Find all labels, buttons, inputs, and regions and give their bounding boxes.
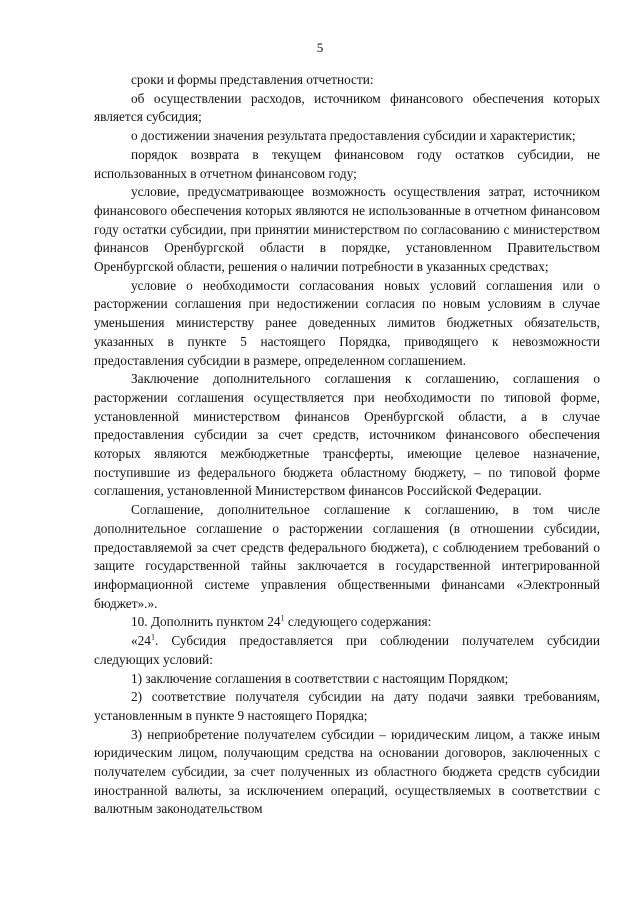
paragraph-result-report: о достижении значения результата предоставления субсидии и характеристик; [131,128,576,144]
condition-item-1: 1) заключение соглашения в соответствии с настоящим Порядком; [131,670,509,686]
paragraph-new-conditions: условие о необходимости согласования новых условий соглашения или о расторжении соглашения при недостижении согласия по новым условиям в случае уменьшения министерству ранее доведенных лимитов бюджетных обязательств, указанных в пункте 5 настоящего Порядка, приводящего к невозможности предоставления субсидии в размере, определенном соглашением. [94,277,600,368]
paragraph-additional-agreement: Заключение дополнительного соглашения к соглашению, соглашения о расторжении соглашения осуществляется при необходимости по типовой форме, установленной министерством финансов Оренбургской области, а в случае предоставления субсидии за счет средств, источником финансового обеспечения которых являются межбюджетные трансферты, имеющие целевое назначение, поступившие из федерального бюджета областному бюджету, – по типовой форме соглашения, установленной Министерством финансов Российской Федерации. [94,371,600,499]
item-10-superscript: 1 [280,613,285,623]
item-24-1-superscript: 1 [150,632,155,642]
condition-item-3: 3) неприобретение получателем субсидии – юридическим лицом, а также иным юридическим лицом, получающим средства на основании договоров, заключенных с получателем субсидии, за счет полученных из областного бюджета средств субсидии иностранной валюты, за исключением операций, осуществляемых в соответствии с валютным законодательством [94,726,600,817]
paragraph-unused-balances: условие, предусматривающее возможность осуществления затрат, источником финансового обеспечения которых являются не использованные в отчетном финансовом году остатки субсидии, при принятии министерством по согласованию с министерством финансов Оренбургской области в порядке, установленном Правительством Оренбургской области, решения о наличии потребности в указанных средствах; [94,184,600,275]
item-10-text: 10. Дополнить пунктом 24 [131,614,281,630]
item-10-text-end: следующего содержания: [284,614,432,630]
paragraph-electronic-budget: Соглашение, дополнительное соглашение к соглашению, в том числе дополнительное соглашение о расторжении соглашения (в отношении субсидии, предоставляемой за счет средств федерального бюджета), с соблюдением требований о защите государственной тайны заключается в государственной интегрированной информационной системе управления общественными финансами «Электронный бюджет».». [94,502,600,611]
item-24-1-text: «24 [131,633,151,649]
condition-item-2: 2) соответствие получателя субсидии на дату подачи заявки требованиям, установленным в пункте 9 настоящего Порядка; [94,689,600,723]
item-24-1-text-end: . Субсидия предоставляется при соблюдении получателем субсидии следующих условий: [94,633,600,667]
paragraph-reporting-forms: сроки и формы представления отчетности: [131,72,374,87]
document-body [94,71,600,819]
page-number: 5 [316,40,324,55]
paragraph-item-10 [94,613,600,632]
paragraph-return-procedure: порядок возврата в текущем финансовом году остатков субсидии, не использованных в отчетном финансовом году; [94,146,600,181]
paragraph-item-24-1 [94,632,600,669]
paragraph-expenses-report: об осуществлении расходов, источником финансового обеспечения которых является субсидия; [94,90,600,125]
